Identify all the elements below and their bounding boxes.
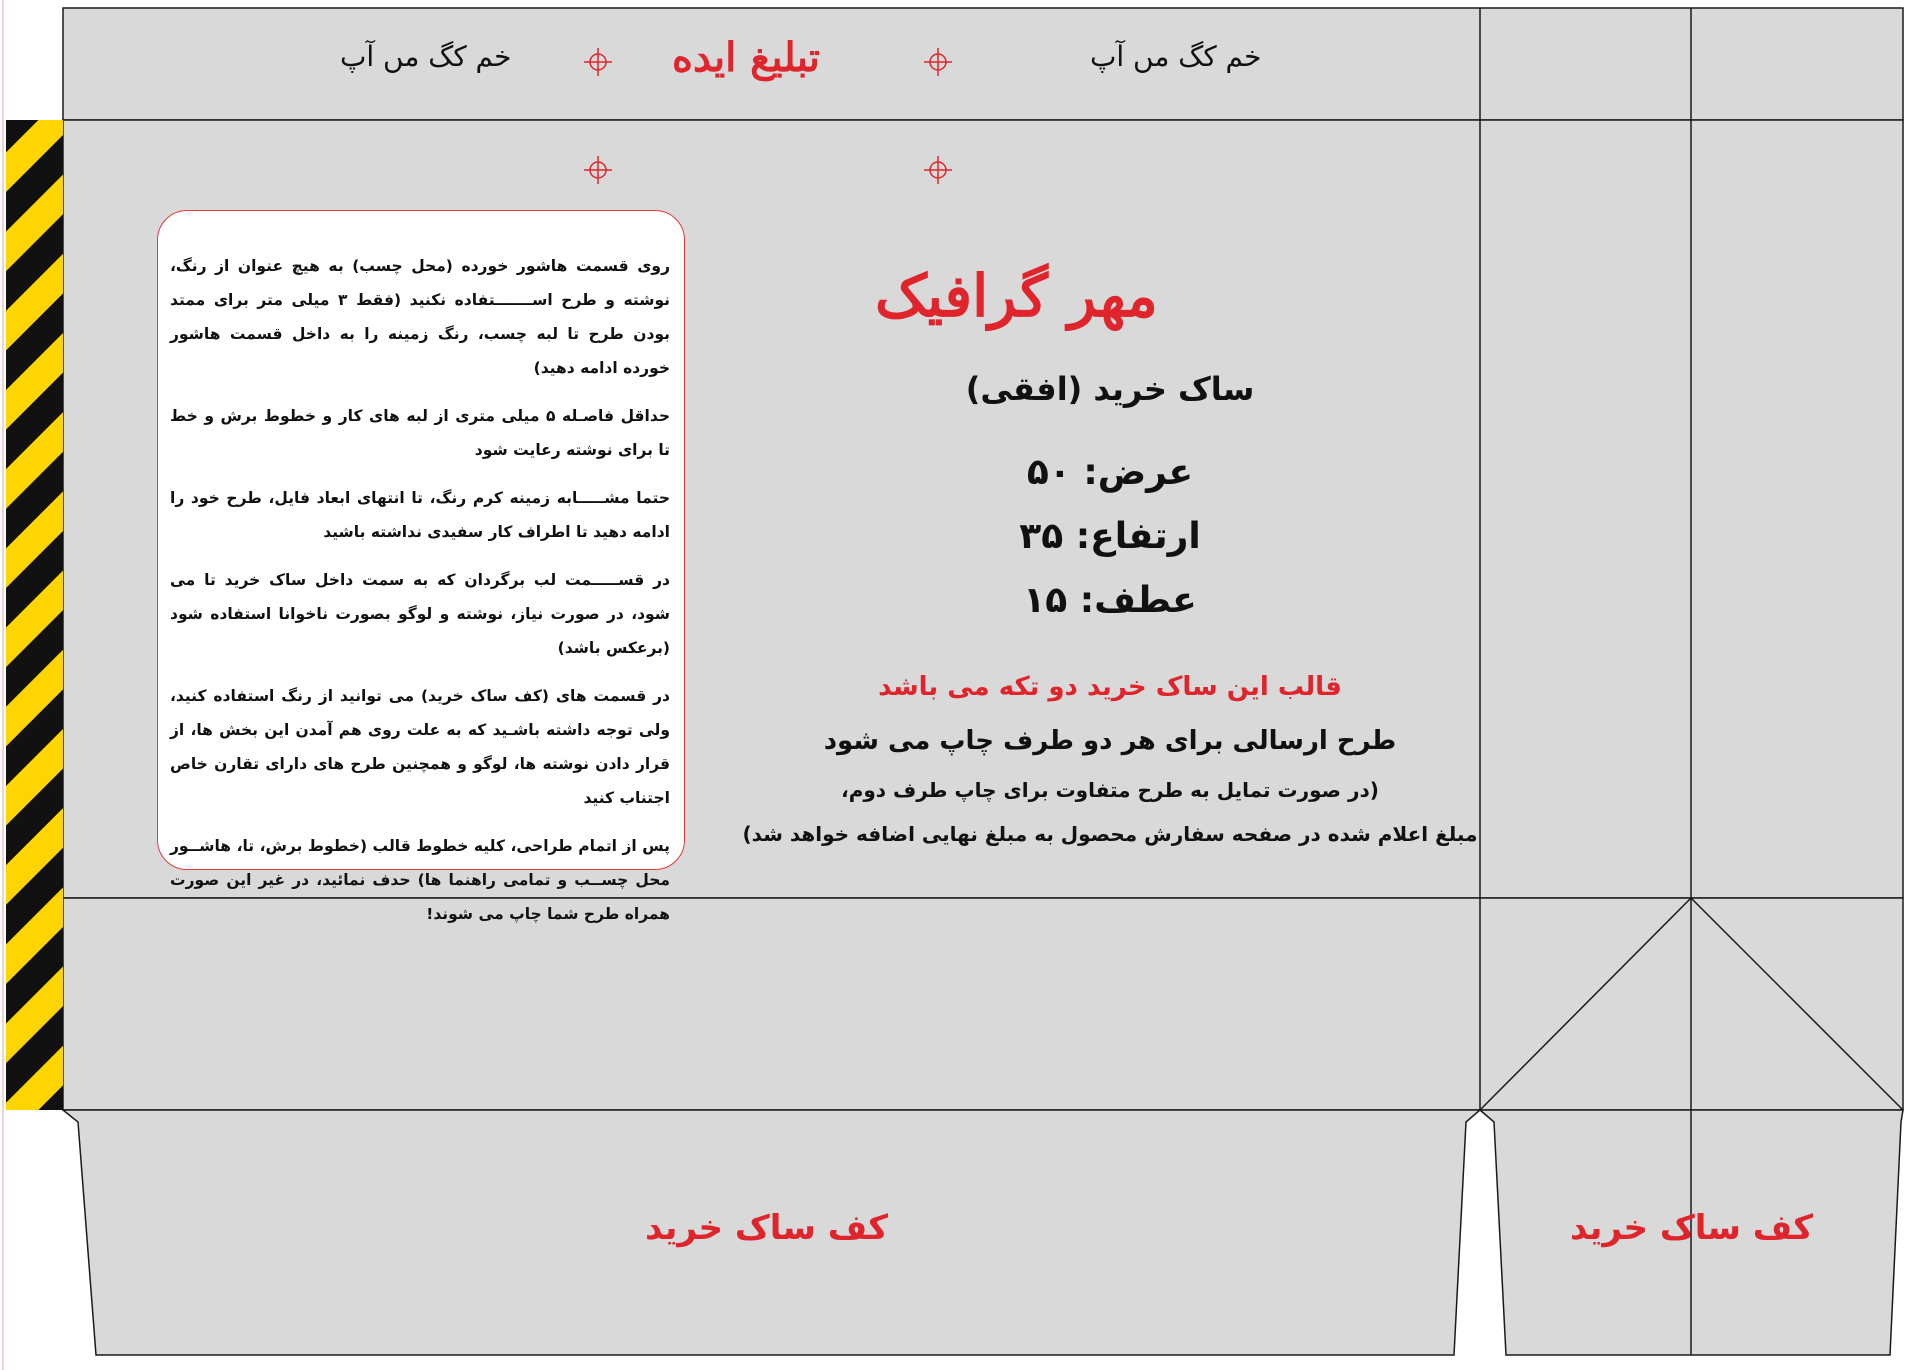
product-fold: عطف: ۱۵ <box>1023 580 1197 621</box>
tagline-left: خم ﮐﮓ ﻣﮟ ﺁﭖ <box>340 40 512 73</box>
tagline-right: خم ﮐﮓ ﻣﮟ ﺁﭖ <box>1090 40 1262 73</box>
extra-cost-line-2: مبلغ اعلام شده در صفحه سفارش محصول به مبلغ نهایی اضافه خواهد شد) <box>742 822 1478 846</box>
glue-hazard-strip <box>6 120 63 1110</box>
extra-cost-line-1: (در صورت تمایل به طرح متفاوت برای چاپ طرف دوم، <box>841 778 1379 802</box>
top-flap-panel <box>63 8 1903 120</box>
instruction-item: حداقل فاصـله ۵ میلی متری از لبه های کار و خطوط برش و خط تا برای نوشته رعایت شود <box>170 407 670 459</box>
brand-logo: مهر گرافیک <box>875 262 1158 330</box>
product-height: ارتفاع: ۳۵ <box>1019 516 1201 557</box>
instruction-item: در قسمت های (کف ساک خرید) می توانید از رنگ استفاده کنید، ولی توجه داشته باشـید که به علت روی هم آمدن این بخش ها، از قرار دادن نوشته ها، لوگو و همچنین طرح های دارای تقارن خاص اجتناب کنید <box>170 687 670 807</box>
instructions-box <box>157 210 685 923</box>
two-piece-notice: قالب این ساک خرید دو تکه می باشد <box>878 672 1342 702</box>
brand-logo-top: تبلیغ ایده <box>672 34 820 81</box>
instruction-item: روی قسمت هاشور خورده (محل چسب) به هیچ عنوان از رنگ، نوشته و طرح اســـــــتفاده نکنید (فقط ۳ میلی متر برای ممتد بودن طرح تا لبه چسب، رنگ زمینه را به داخل قسمت هاشور خورده ادامه دهید) <box>170 257 670 377</box>
product-width: عرض: ۵۰ <box>1026 452 1194 493</box>
instruction-item: در قســـــمت لب برگردان که به سمت داخل ساک خرید تا می شود، در صورت نیاز، نوشته و لوگو بصورت ناخوانا استفاده شود (برعکس باشد) <box>170 571 670 657</box>
instruction-item: پس از اتمام طراحی، کلیه خطوط قالب (خطوط برش، تا، هاشــور محل چســب و تمامی راهنما ها) حدف نمائید، در غیر این صورت همراه طرح شما چاپ می شوند! <box>170 837 670 923</box>
both-sides-notice: طرح ارسالی برای هر دو طرف چاپ می شود <box>823 726 1397 756</box>
bottom-label-left: کف ساک خرید <box>645 1208 889 1248</box>
instruction-item: حتما مشـــــابه زمینه کرم رنگ، تا انتهای ابعاد فایل، طرح خود را ادامه دهید تا اطراف کار سفیدی نداشته باشید <box>170 489 670 541</box>
bottom-label-right: کف ساک خرید <box>1570 1208 1814 1248</box>
product-title: ساک خرید (افقی) <box>965 370 1255 408</box>
